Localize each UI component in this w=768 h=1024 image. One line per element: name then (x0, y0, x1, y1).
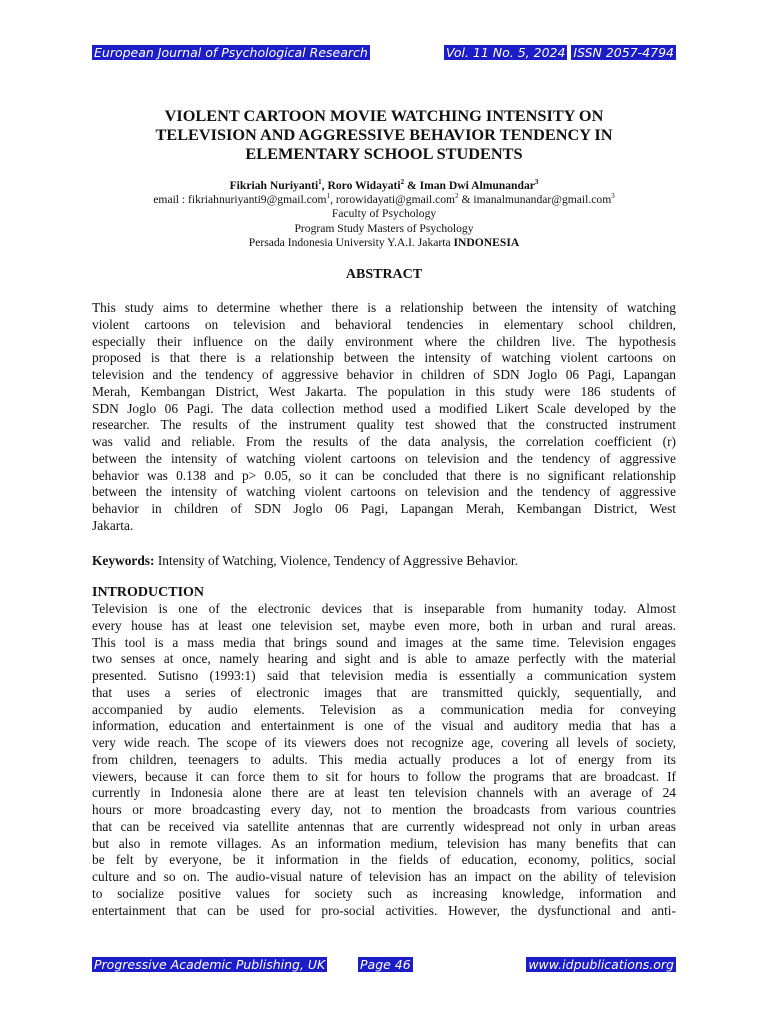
abstract-heading: ABSTRACT (345, 267, 423, 282)
faculty: Faculty of Psychology (331, 207, 437, 221)
keywords (92, 553, 518, 569)
author-name: Fikriah Nuriyanti (229, 179, 319, 192)
abstract-body (92, 300, 676, 535)
title-line: VIOLENT CARTOON MOVIE WATCHING INTENSITY ON (164, 106, 604, 125)
text-line: researcher. The results of the instrument quality test showed that the constructed instrument (92, 417, 676, 433)
author-name: Iman Dwi Almunandar (419, 179, 535, 192)
issue-info (444, 44, 676, 62)
text-line: information, education and entertainment is one of the visual and auditory media that has a (92, 718, 676, 734)
email-marker: 3 (611, 192, 615, 201)
text-line: that can be received via satellite antennas that are currently widespread not only in urban areas (92, 818, 676, 834)
text-line: Merah, Kembangan District, West Jakarta. The population in this study were 186 students of (92, 383, 676, 399)
text-line: viewers, because it can force them to sit for hours to follow the programs that are broadcast. If (92, 768, 676, 784)
introduction-body (92, 601, 676, 919)
introduction-heading: INTRODUCTION (92, 585, 205, 600)
text-line: SDN Joglo 06 Pagi. The data collection method used a modified Likert Scale developed by the (92, 400, 676, 416)
page-number: Page 46 (360, 957, 411, 972)
author-separator: , (321, 179, 328, 192)
text-line: hours or more broadcasting every day, not to mention the broadcasts from various countries (92, 802, 676, 817)
issn-info: ISSN 2057-4794 (573, 45, 674, 60)
text-line: This tool is a mass media that brings sound and images at the same time. Television engages (92, 634, 676, 650)
text-line: proposed is that there is a relationship between the intensity of watching violent cartoons on (92, 350, 676, 366)
text-line: especially their influence on the daily environment where the children live. The hypothesis (92, 333, 676, 349)
keywords-text: Intensity of Watching, Violence, Tendency of Aggressive Behavior. (154, 553, 518, 568)
title-line: ELEMENTARY SCHOOL STUDENTS (245, 144, 523, 163)
journal-name-banner (92, 44, 370, 62)
text-line: accompanied by audio elements. Television as a communication media for conveying (92, 701, 676, 717)
page-footer (92, 957, 676, 972)
text-line: to socialize positive values for society such as increasing knowledge, information and (92, 885, 676, 901)
text-line: between the intensity of watching violent cartoons on television and the tendency of aggressive (92, 484, 676, 500)
affiliation-marker: 3 (534, 178, 539, 187)
text-line: behavior in children of SDN Joglo 06 Pagi, Lapangan Merah, Kembangan District, West (92, 501, 676, 516)
email-marker: 2 (455, 192, 459, 201)
publisher-website-link[interactable]: www.idpublications.org (528, 957, 674, 972)
author-name: Roro Widayati (327, 179, 401, 192)
text-line: Jakarta. (92, 517, 134, 533)
title-line: TELEVISION AND AGGRESSIVE BEHAVIOR TENDENCY IN (155, 125, 613, 144)
footer-publisher: Progressive Academic Publishing, UK (94, 957, 326, 972)
text-line: very wide reach. The scope of its viewers does not recognize age, covering all levels of society, (92, 735, 676, 750)
text-line: currently in Indonesia alone there are at least ten television channels with an average of 24 (92, 785, 676, 801)
email-text: email : fikriahnuriyanti9@gmail.com (153, 193, 327, 207)
journal-name: European Journal of Psychological Research (94, 45, 368, 60)
text-line: every house has at least one television set, maybe even more, both in urban and rural areas. (92, 617, 676, 633)
text-line: This study aims to determine whether there is a relationship between the intensity of watching (92, 300, 676, 315)
author-names (92, 179, 676, 193)
university (92, 236, 676, 250)
author-emails (92, 193, 676, 207)
affiliation-marker: 1 (318, 178, 322, 187)
university-name: Persada Indonesia University Y.A.I. Jakarta (248, 235, 454, 249)
author-separator: & (404, 179, 420, 192)
text-line: culture and so on. The audio-visual nature of television has an impact on the ability of television (92, 869, 676, 884)
text-line: two senses at once, namely hearing and sight and is able to amaze perfectly with the material (92, 651, 676, 667)
keywords-label: Keywords: (92, 553, 155, 568)
text-line: that uses a series of electronic images that are transmitted quickly, sequentially, and (92, 684, 676, 700)
text-line: between the intensity of watching violent cartoons on television and the tendency of aggressive (92, 450, 676, 466)
author-block (92, 179, 676, 250)
text-line: was valid and reliable. From the results of the data analysis, the correlation coefficient (r) (92, 434, 676, 449)
text-line: from children, teenagers to adults. This media actually produces a lot of energy from its (92, 751, 676, 767)
paper-title (92, 106, 676, 163)
text-line: violent cartoons on television and behavioral tendencies in elementary school children, (92, 316, 676, 332)
email-text: & imanalmunandar@gmail.com (458, 193, 612, 207)
email-marker: 1 (326, 192, 331, 201)
country: INDONESIA (453, 235, 520, 249)
text-line: but also in remote villages. As an information medium, television has many benefits that can (92, 835, 676, 851)
text-line: be felt by everyone, be it information in the fields of education, economy, politics, social (92, 852, 676, 868)
text-line: presented. Sutisno (1993:1) said that television media is essentially a communication system (92, 668, 676, 683)
text-line: Television is one of the electronic devices that is inseparable from humanity today. Almost (92, 601, 676, 616)
text-line: entertainment that can be used for pro-social activities. However, the dysfunctional and anti- (92, 902, 676, 918)
email-text: , rorowidayati@gmail.com (330, 193, 456, 207)
program: Program Study Masters of Psychology (294, 221, 474, 235)
text-line: television and the tendency of aggressive behavior in children of SDN Joglo 06 Pagi, Lapangan (92, 367, 676, 382)
volume-info: Vol. 11 No. 5, 2024 (446, 45, 566, 60)
affiliation-marker: 2 (400, 178, 405, 187)
text-line: behavior was 0.138 and p> 0.05, so it can be concluded that there is no significant relationship (92, 467, 676, 483)
